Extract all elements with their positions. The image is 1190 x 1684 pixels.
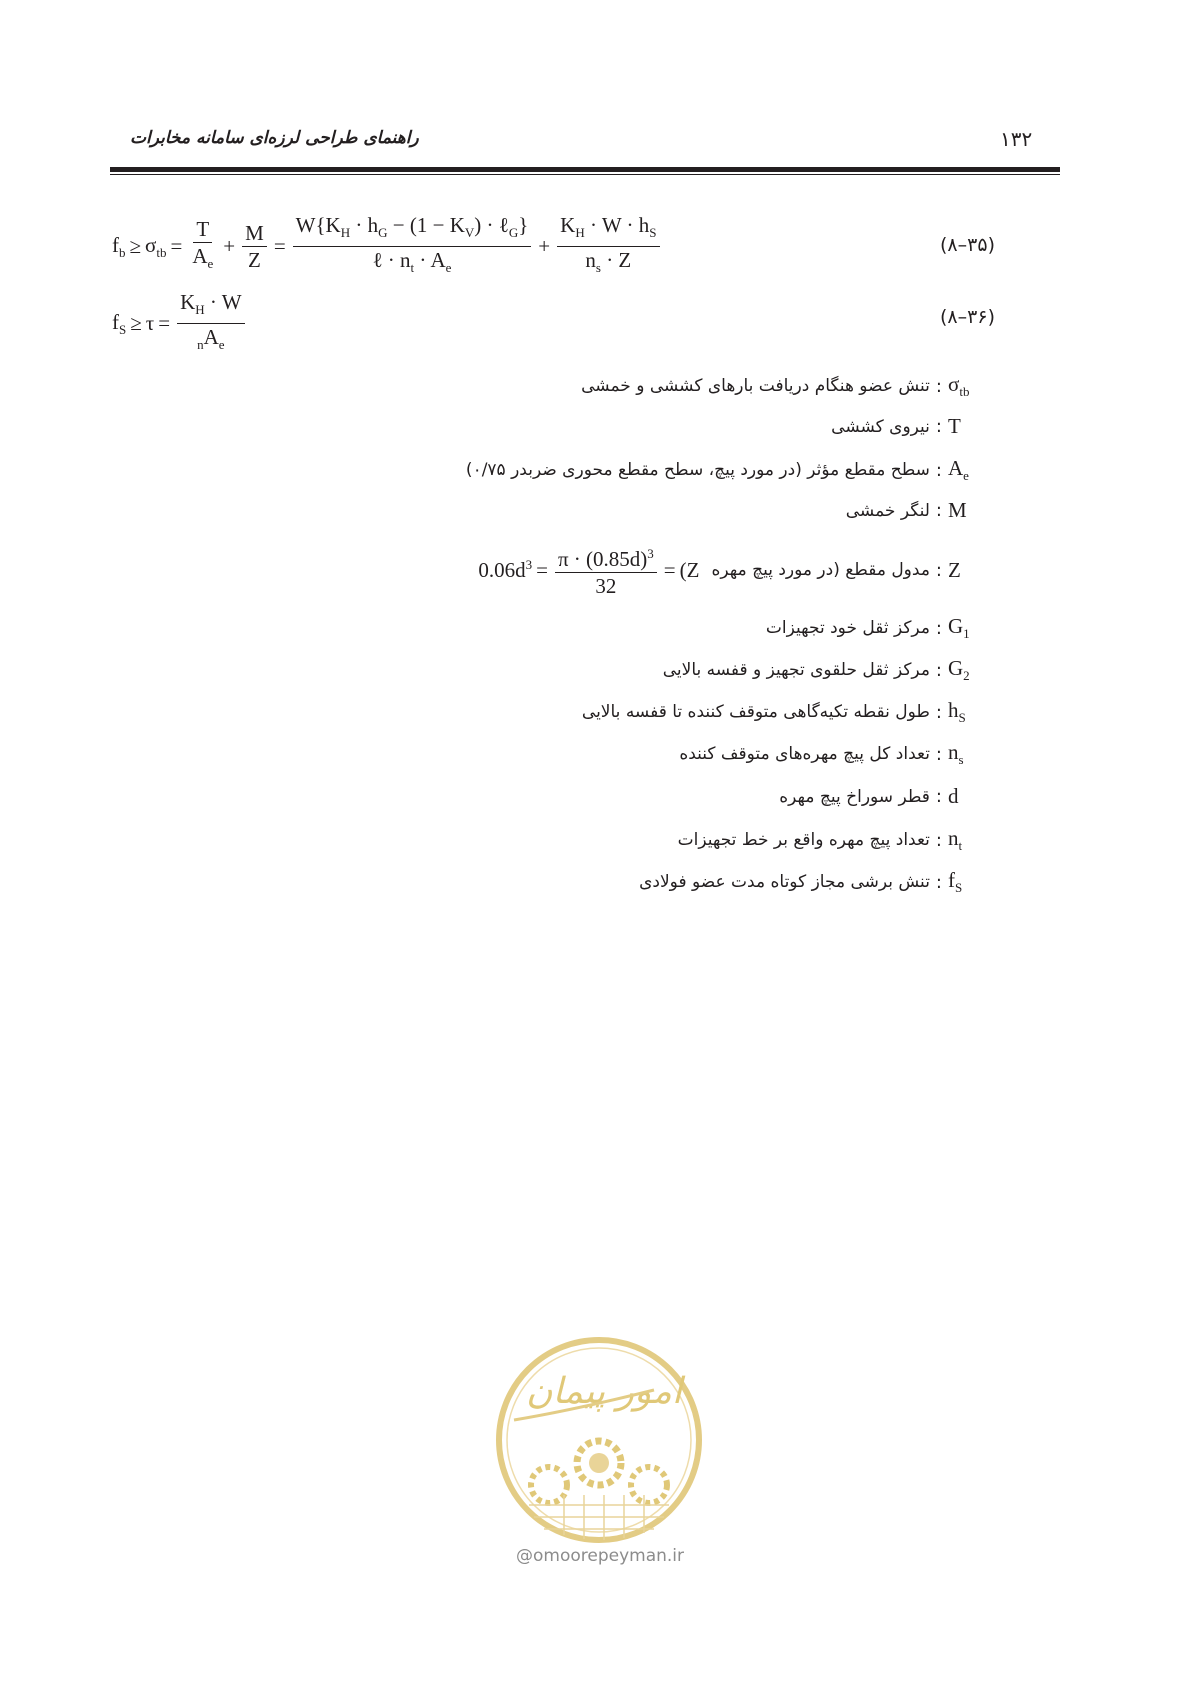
equation-35-8: $f_b$ ≥ $\sigma_{tb}$ = $\frac{T}{A_e}$ + $\frac{M}{Z}$ = $\frac{W\{K_H \cdot h_G - (1 - K_V) \cdot \ell_G\}}{\ell \cdot n_t \cdot A_e}$ + $\frac{K_H \cdot W \cdot h_S}{n_s \cdot Z}$ (112, 213, 663, 280)
definition-symbol: Z (948, 557, 961, 582)
definition-row: $n_t$ : تعداد پیچ مهره واقع بر خط تجهیزات (678, 826, 1000, 854)
definition-symbol: $n_t$ (948, 826, 963, 854)
definition-row: $n_s$ : تعداد کل پیچ مهره‌های متوقف کننده (679, 740, 1000, 768)
definition-text: تعداد پیچ مهره واقع بر خط تجهیزات (677, 830, 930, 851)
definition-symbol: d (948, 784, 959, 808)
definition-text: طول نقطه تکیه‌گاهی متوقف کننده تا قفسه بالایی (581, 702, 930, 723)
header-rule-thin (110, 174, 1060, 175)
definition-symbol: $h_S$ (948, 698, 966, 726)
definition-row: $\sigma_{tb}$ : تنش عضو هنگام دریافت بارهای کششی و خمشی (581, 372, 1000, 400)
definition-symbol: $A_e$ (948, 456, 969, 484)
definition-row: Z : مدول مقطع (در مورد پیچ مهره $0.06d^3$ = $\frac{\pi \cdot (0.85d)^3}{32}$ = (Z (478, 542, 1000, 598)
definition-row: M : لنگر خمشی (846, 498, 1000, 523)
definition-text: سطح مقطع مؤثر (در مورد پیچ، سطح مقطع محوری ضربدر ۰/۷۵) (465, 460, 930, 481)
definition-text: تنش برشی مجاز کوتاه مدت عضو فولادی (639, 872, 930, 893)
definition-row: $G_1$ : مرکز ثقل خود تجهیزات (766, 614, 1000, 642)
definition-row: $h_S$ : طول نقطه تکیه‌گاهی متوقف کننده تا قفسه بالایی (582, 698, 1000, 726)
running-title: راهنمای طراحی لرزه‌ای سامانه مخابرات (130, 128, 419, 148)
definition-text: مرکز ثقل حلقوی تجهیز و قفسه بالایی (662, 660, 930, 681)
definition-row: $A_e$ : سطح مقطع مؤثر (در مورد پیچ، سطح مقطع محوری ضربدر ۰/۷۵) (466, 456, 1000, 484)
page-number: ۱۳۲ (1000, 127, 1033, 151)
definition-text: مدول مقطع (در مورد پیچ مهره (711, 560, 930, 580)
definition-row: T : نیروی کششی (831, 414, 1000, 439)
header-rule (110, 167, 1060, 172)
section-modulus-formula: $0.06d^3$ = $\frac{\pi \cdot (0.85d)^3}{32}$ = (Z (478, 542, 699, 598)
definition-row: d : قطر سوراخ پیچ مهره (779, 784, 1000, 809)
equation-36-8: $f_S$ ≥ τ = $\frac{K_H \cdot W}{_nA_e}$ (112, 290, 248, 357)
definition-row: $f_S$ : تنش برشی مجاز کوتاه مدت عضو فولادی (639, 868, 1000, 896)
definition-text: قطر سوراخ پیچ مهره (779, 786, 930, 807)
definition-symbol: T (948, 414, 961, 438)
definition-text: نیروی کششی (831, 416, 930, 437)
definition-text: لنگر خمشی (845, 500, 930, 521)
definition-row: $G_2$ : مرکز ثقل حلقوی تجهیز و قفسه بالایی (663, 656, 1000, 684)
definition-symbol: $n_s$ (948, 740, 964, 768)
definition-text: مرکز ثقل خود تجهیزات (765, 618, 930, 639)
equation-label-36-8: (۳۶–۸) (940, 306, 995, 328)
definition-symbol: $G_1$ (948, 614, 970, 642)
definition-text: تعداد کل پیچ مهره‌های متوقف کننده (679, 744, 930, 765)
definition-text: تنش عضو هنگام دریافت بارهای کششی و خمشی (581, 376, 930, 397)
definition-symbol: M (948, 498, 967, 522)
definition-symbol: $f_S$ (948, 868, 963, 896)
svg-text:امور پیمان: امور پیمان (526, 1371, 682, 1412)
definition-symbol: $G_2$ (948, 656, 970, 684)
definition-symbol: $\sigma_{tb}$ (948, 372, 970, 400)
equation-label-35-8: (۳۵–۸) (940, 234, 995, 256)
watermark-logo (494, 1335, 704, 1545)
watermark-site: @omoorepeyman.ir (515, 1546, 685, 1566)
